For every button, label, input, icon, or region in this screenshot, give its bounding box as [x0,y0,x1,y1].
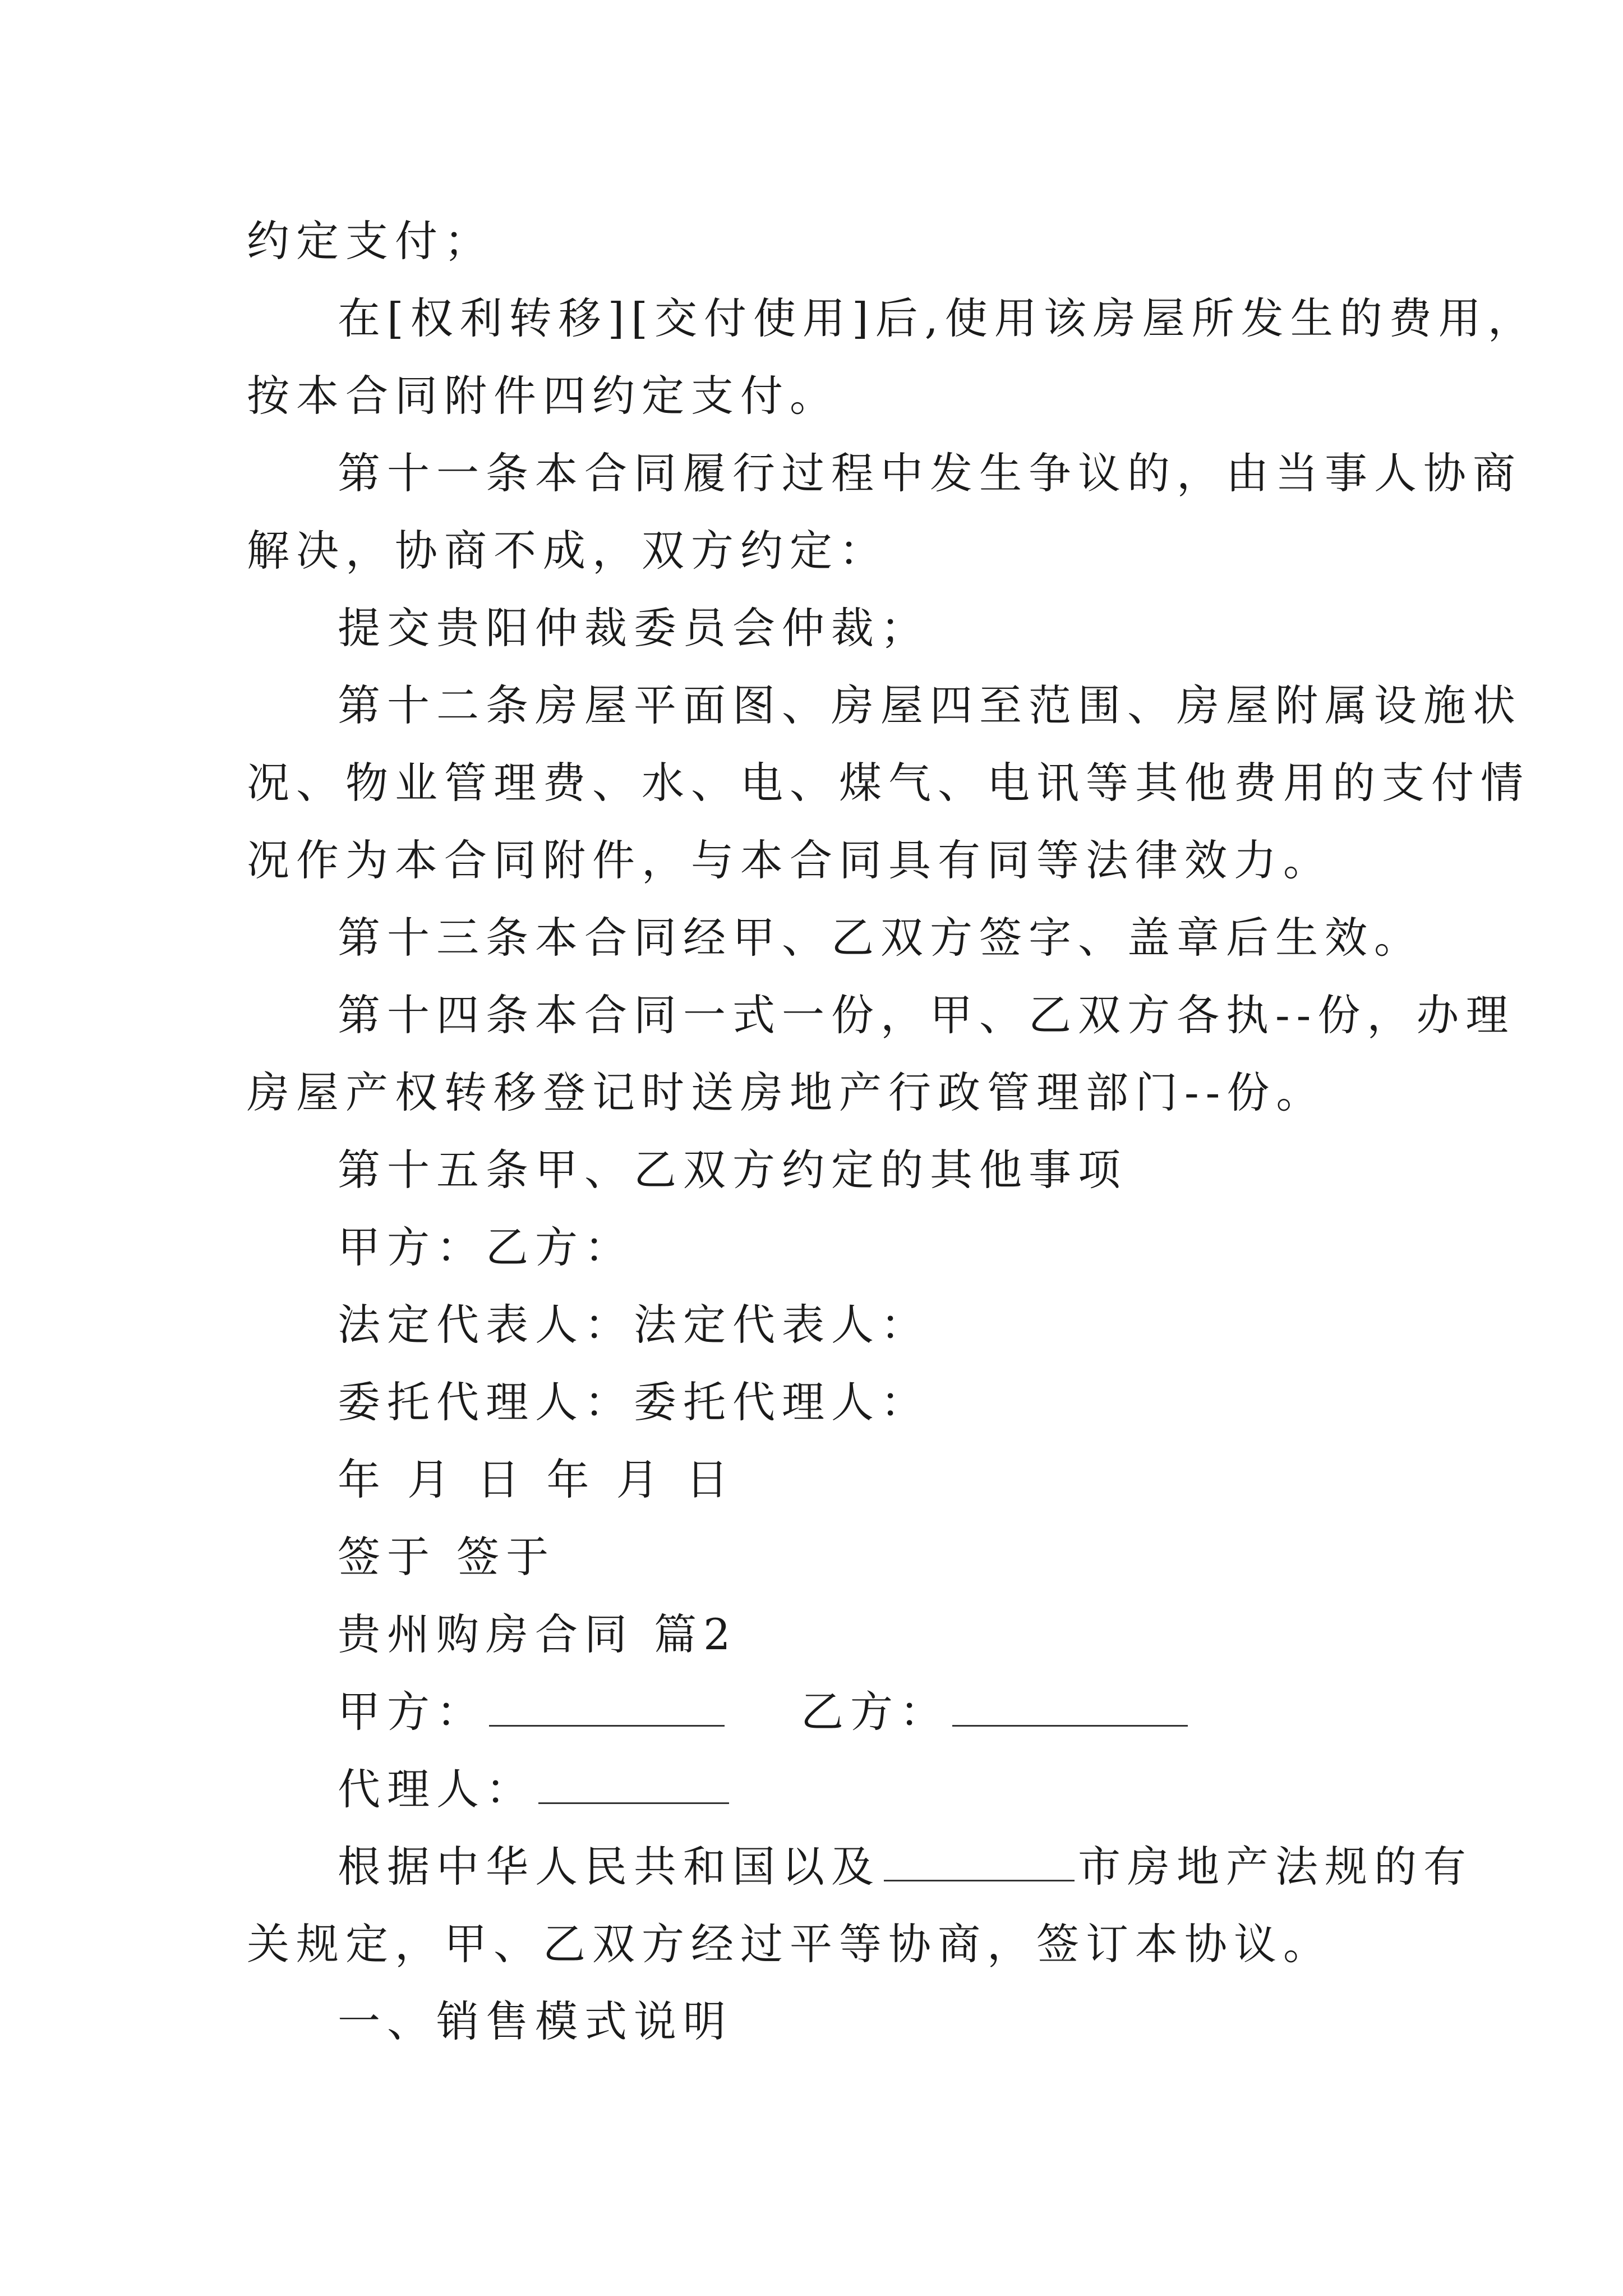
text-line: 关规定，甲、乙双方经过平等协商，签订本协议。 [247,1919,1332,1969]
agent-label: 代理人： [338,1764,535,1814]
text-line: 况作为本合同附件，与本合同具有同等法律效力。 [247,835,1332,885]
text-line: 第十四条本合同一式一份，甲、乙双方各执--份，办理 [338,990,1515,1040]
text-line: 第十五条甲、乙双方约定的其他事项 [338,1145,1127,1195]
text-line: 解决，协商不成，双方约定： [247,526,888,576]
text-line: 法定代表人：法定代表人： [338,1300,930,1350]
party-line [338,1684,1191,1740]
party-b-label: 乙方： [801,1687,949,1737]
text-line: 年 月 日 年 月 日 [338,1455,735,1504]
agent-line [338,1761,732,1818]
text-line: 签于 签于 [338,1532,556,1582]
text-line: 房屋产权转移登记时送房地产行政管理部门--份。 [247,1068,1326,1117]
text-line: 第十三条本合同经甲、乙双方签字、盖章后生效。 [338,913,1423,963]
section-heading: 一、销售模式说明 [338,1996,732,2046]
section-heading: 贵州购房合同 篇2 [338,1609,737,1659]
text-line: 提交贵阳仲裁委员会仲裁； [338,603,930,653]
party-b-blank [952,1719,1188,1727]
agent-blank [538,1797,729,1804]
text-line: 甲方：乙方： [338,1222,634,1272]
party-a-blank [489,1719,725,1727]
text-line: 在[权利转移][交付使用]后,使用该房屋所发生的费用， [338,293,1537,343]
text-line: 委托代理人：委托代理人： [338,1377,930,1427]
text-line: 况、物业管理费、水、电、煤气、电讯等其他费用的支付情 [247,758,1530,808]
basis-suffix: 市房地产法规的有 [1078,1842,1473,1892]
basis-line [338,1839,1473,1895]
text-line: 第十二条房屋平面图、房屋四至范围、房屋附属设施状 [338,680,1522,730]
basis-prefix: 根据中华人民共和国以及 [338,1842,880,1892]
text-line: 第十一条本合同履行过程中发生争议的，由当事人协商 [338,448,1522,498]
text-line: 按本合同附件四约定支付。 [247,371,839,421]
city-blank [884,1874,1075,1881]
text-line: 约定支付； [247,216,494,266]
party-a-label: 甲方： [338,1687,486,1737]
